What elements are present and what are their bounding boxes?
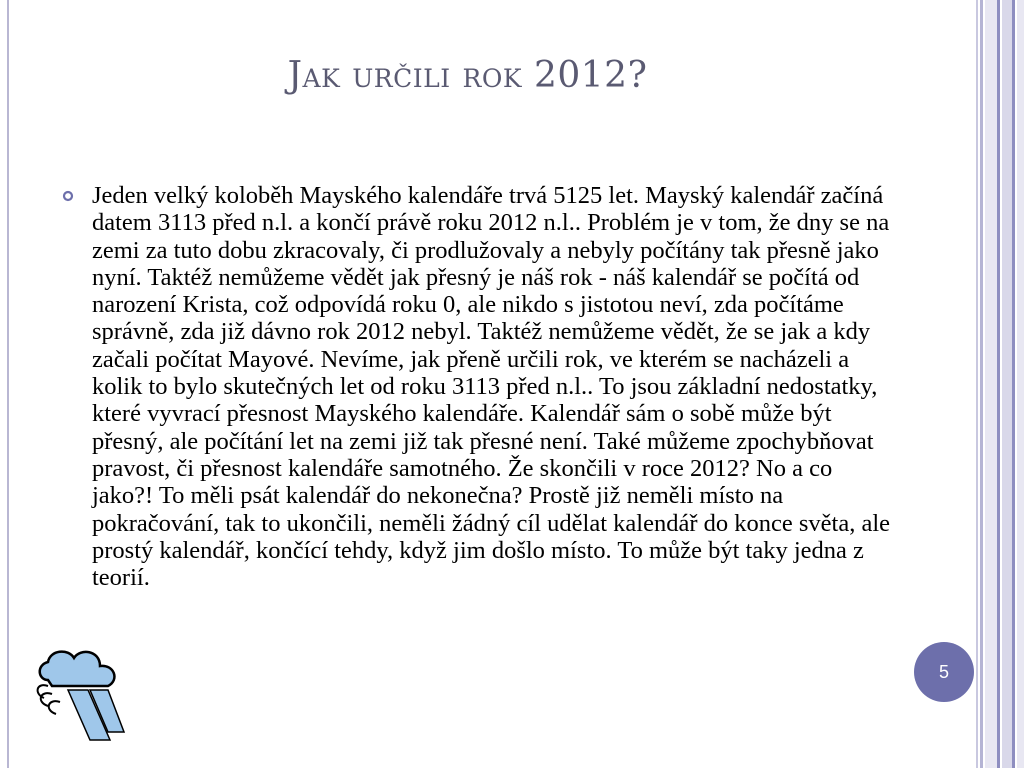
left-border-rule: [7, 0, 9, 768]
slide-title: Jak určili rok 2012?: [287, 55, 648, 96]
bullet-paragraph: Jeden velký koloběh Mayského kalendáře trvá 5125 let. Mayský kalendář začíná datem 3113 před n.l. a končí právě roku 2012 n.l.. Problém je v tom, že dny se na zemi za tuto dobu zkracovaly, či prodlužovaly a nebyly počítány tak přesně jako nyní. Taktéž nemůžeme vědět jak přesný je náš rok - náš kalendář se počítá od narození Krista, což odpovídá roku 0, ale nikdo s jistotou neví, zda počítáme správně, zda již dávno rok 2012 nebyl. Taktéž nemůžeme vědět, že se jak a kdy začali počítat Mayové. Nevíme, jak přeně určili rok, ve kterém se nacházeli a kolik to bylo skutečných let od roku 3113 před n.l.. To jsou základní nedostatky, které vyvrací přesnost Mayského kalendáře. Kalendář sám o sobě může být přesný, ale počítání let na zemi již tak přesné není. Také můžeme zpochybňovat pravost, či přesnost kalendáře samotného. Že skončili v roce 2012? No a co jako?! To měli psát kalendář do nekonečna? Prostě již neměli místo na pokračování, tak to ukončili, neměli žádný cíl udělat kalendář do konce světa, ale prostý kalendář, končící tehdy, když jim došlo místo. To může být taky jedna z teorií.: [92, 182, 890, 592]
rain-cloud-icon: [28, 640, 138, 750]
page-number-badge: 5: [914, 642, 974, 702]
right-decorative-stripes: [976, 0, 1024, 768]
bullet-ring-icon: [62, 190, 74, 202]
